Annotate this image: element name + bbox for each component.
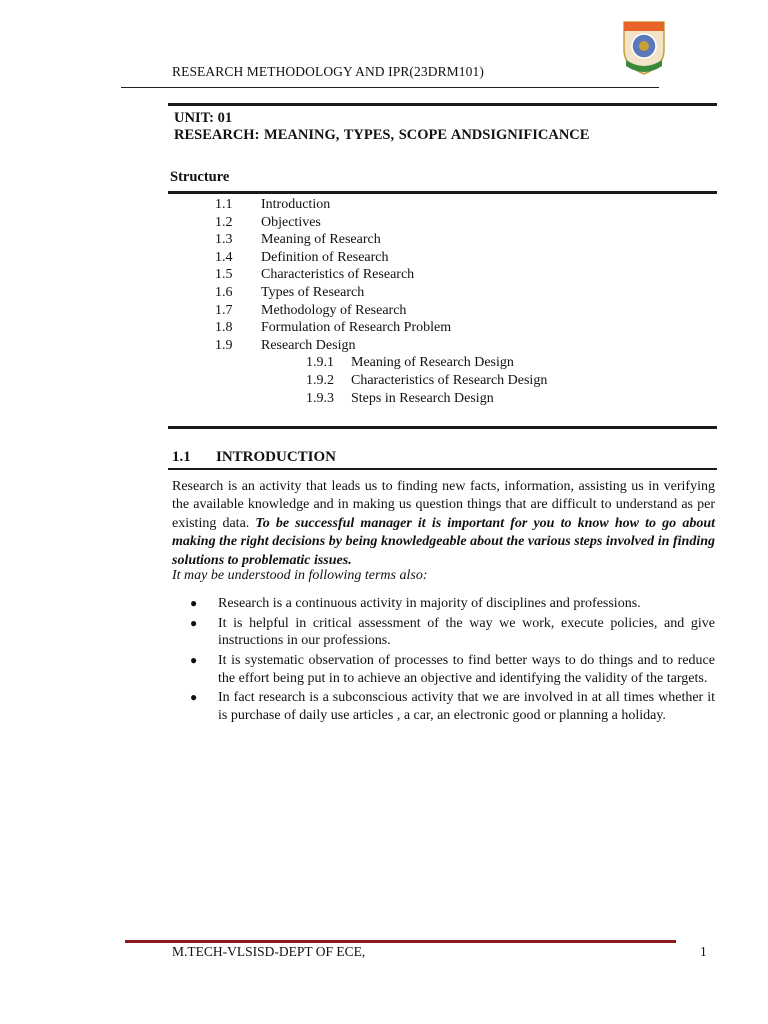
toc-item: [215, 337, 547, 355]
toc-item-number: 1.7: [215, 302, 233, 318]
toc-item-number: 1.2: [215, 214, 233, 230]
toc-item-label: Formulation of Research Problem: [261, 320, 452, 336]
toc-subitem-number: 1.9.2: [306, 372, 334, 388]
toc-item-number: 1.8: [215, 320, 233, 336]
toc-subitem: [215, 354, 547, 372]
toc-item: [215, 249, 547, 267]
toc-item: [215, 319, 547, 337]
toc-item-number: 1.1: [215, 197, 233, 212]
section-rule: [168, 468, 717, 470]
unit-title: RESEARCH: MEANING, TYPES, SCOPE ANDSIGNIFICANCE: [174, 127, 590, 143]
list-item: [188, 652, 715, 688]
intro-text: Research is an activity that leads us to finding new facts, information, assisting us in verifying the available knowledge and in making us question things that are difficult to understand as per existing data.: [172, 479, 715, 531]
bullet-dot-icon: ●: [190, 596, 198, 610]
toc-item-label: Research Design: [261, 337, 356, 353]
toc-subitem: [215, 390, 547, 408]
list-item-text: It is systematic observation of processes to find better ways to do things and to reduce the effort being put in to achieve an objective and identifying the validity of the targets.: [218, 652, 715, 686]
structure-end-rule: [168, 426, 717, 429]
toc-subitem-label: Characteristics of Research Design: [351, 372, 548, 388]
toc-item-label: Meaning of Research: [261, 232, 381, 248]
list-item: [188, 615, 715, 651]
section-number: 1.1: [172, 449, 191, 465]
structure-heading: Structure: [170, 169, 230, 185]
list-item: [188, 689, 715, 725]
bullet-dot-icon: ●: [190, 615, 198, 630]
intro-period: .: [348, 552, 352, 568]
toc-item-number: 1.9: [215, 337, 233, 353]
toc-subitem-label: Meaning of Research Design: [351, 355, 514, 371]
toc-item: [215, 196, 547, 214]
toc-item-label: Objectives: [261, 214, 321, 230]
list-item-text: Research is a continuous activity in majority of disciplines and professions.: [218, 596, 641, 611]
toc-subitem-label: Steps in Research Design: [351, 390, 494, 406]
toc-item-label: Methodology of Research: [261, 302, 407, 318]
top-rule: [168, 103, 717, 106]
toc-item-label: Types of Research: [261, 284, 365, 300]
list-item: [188, 595, 715, 613]
unit-number: UNIT: 01: [174, 110, 233, 126]
header-underline: [121, 87, 659, 88]
bullet-list: [188, 595, 715, 727]
toc-item: [215, 302, 547, 320]
toc-item: [215, 231, 547, 249]
structure-rule: [168, 191, 717, 194]
toc-item-number: 1.5: [215, 267, 233, 283]
toc-item: [215, 284, 547, 302]
toc-item-label: Introduction: [261, 197, 331, 212]
footer-text: M.TECH-VLSISD-DEPT OF ECE,: [172, 944, 366, 959]
college-logo: [619, 16, 669, 80]
bullet-dot-icon: ●: [190, 652, 198, 667]
list-item-text: It is helpful in critical assessment of the way we work, execute policies, and give instructions in our professions.: [218, 615, 715, 649]
toc-subitem-number: 1.9.3: [306, 390, 334, 406]
section-title: INTRODUCTION: [216, 449, 337, 465]
intro-emphasis: To be successful manager it is important for you to know how to go about making the right decisions by being knowledgeable about the various steps involved in finding solutions to problematic issues: [172, 515, 715, 568]
table-of-contents: [215, 196, 547, 407]
toc-item-label: Definition of Research: [261, 249, 389, 265]
list-item-text: In fact research is a subconscious activity that we are involved in at all times whether it is purchase of daily use articles , a car, an electronic good or planning a holiday.: [218, 690, 715, 724]
bullet-dot-icon: ●: [190, 690, 198, 705]
intro-lead-in: It may be understood in following terms also:: [172, 568, 428, 583]
toc-item-number: 1.6: [215, 284, 233, 300]
intro-paragraph: [172, 478, 715, 570]
toc-item: [215, 266, 547, 284]
toc-subitem-number: 1.9.1: [306, 355, 334, 371]
toc-item-label: Characteristics of Research: [261, 267, 415, 283]
toc-subitem: [215, 372, 547, 390]
toc-item-number: 1.3: [215, 232, 233, 248]
footer-rule: [125, 940, 676, 943]
page-number: 1: [700, 944, 707, 959]
toc-item-number: 1.4: [215, 249, 233, 265]
section-heading: [172, 449, 336, 466]
toc-item: [215, 214, 547, 232]
running-header: RESEARCH METHODOLOGY AND IPR(23DRM101): [172, 64, 484, 79]
